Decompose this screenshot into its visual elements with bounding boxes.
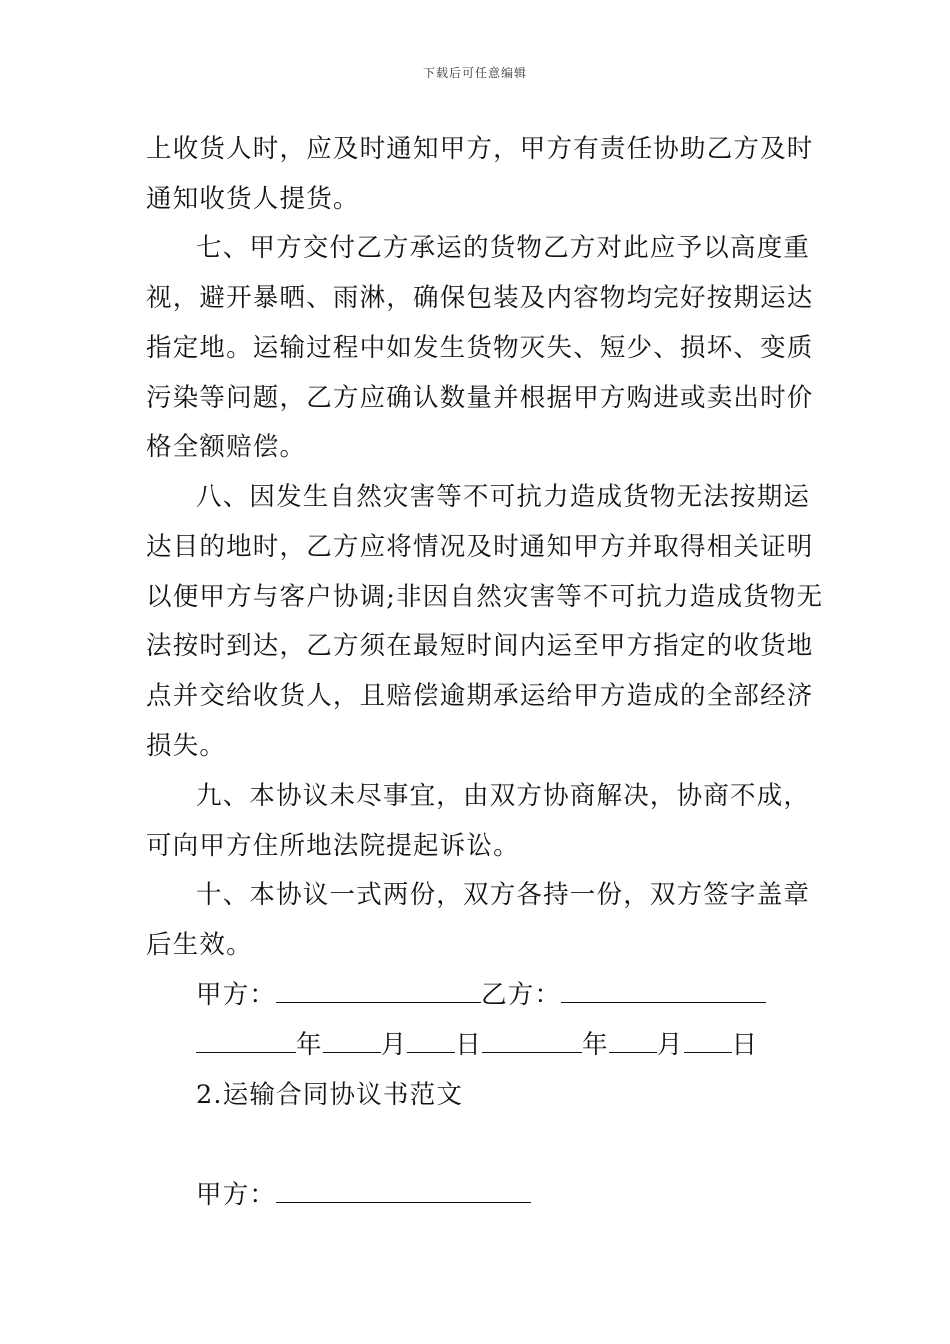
clause-9-line: 九、本协议未尽事宜，由双方协商解决，协商不成， — [196, 781, 811, 811]
party-a-blank — [276, 980, 481, 1003]
paragraph-line: 可向甲方住所地法院提起诉讼。 — [146, 831, 520, 861]
bottom-party-a-label: 甲方： — [196, 1180, 277, 1210]
paragraph-line: 上收货人时，应及时通知甲方，甲方有责任协助乙方及时 — [146, 134, 814, 164]
bottom-party-a-row — [196, 1180, 531, 1210]
clause-10-line: 十、本协议一式两份，双方各持一份，双方签字盖章 — [196, 880, 811, 910]
day-label: 日 — [455, 1030, 483, 1060]
section-title: 2.运输合同协议书范文 — [196, 1080, 464, 1110]
year-blank-2 — [482, 1030, 582, 1053]
month-blank-2 — [609, 1030, 657, 1053]
party-b-label: 乙方： — [481, 980, 562, 1010]
day-blank-2 — [684, 1030, 732, 1053]
year-blank — [196, 1030, 296, 1053]
paragraph-line: 格全额赔偿。 — [146, 432, 307, 462]
party-b-blank — [561, 980, 766, 1003]
clause-8-line: 八、因发生自然灾害等不可抗力造成货物无法按期运 — [196, 482, 811, 512]
paragraph-line: 法按时到达，乙方须在最短时间内运至甲方指定的收货地 — [146, 631, 814, 661]
paragraph-line: 以便甲方与客户协调;非因自然灾害等不可抗力造成货物无 — [146, 582, 824, 612]
month-label: 月 — [380, 1030, 408, 1060]
date-row — [196, 1030, 758, 1060]
month-blank — [323, 1030, 381, 1053]
paragraph-line: 点并交给收货人，且赔偿逾期承运给甲方造成的全部经济 — [146, 681, 814, 711]
year-label-2: 年 — [582, 1030, 609, 1060]
paragraph-line: 污染等问题，乙方应确认数量并根据甲方购进或卖出时价 — [146, 383, 814, 413]
paragraph-line: 视，避开暴晒、雨淋，确保包装及内容物均完好按期运达 — [146, 283, 814, 313]
paragraph-line: 达目的地时，乙方应将情况及时通知甲方并取得相关证明 — [146, 532, 814, 562]
paragraph-line: 通知收货人提货。 — [146, 184, 360, 214]
day-label-2: 日 — [731, 1030, 759, 1060]
page-header: 下载后可任意编辑 — [422, 66, 527, 80]
year-label: 年 — [296, 1030, 323, 1060]
clause-7-line: 七、甲方交付乙方承运的货物乙方对此应予以高度重 — [196, 233, 811, 263]
paragraph-line: 后生效。 — [146, 930, 253, 960]
paragraph-line: 指定地。运输过程中如发生货物灭失、短少、损坏、变质 — [146, 333, 814, 363]
signature-row — [196, 980, 766, 1010]
month-label-2: 月 — [656, 1030, 684, 1060]
party-a-label: 甲方： — [196, 980, 277, 1010]
day-blank — [407, 1030, 455, 1053]
paragraph-line: 损失。 — [146, 731, 227, 761]
bottom-party-a-blank — [276, 1180, 531, 1203]
